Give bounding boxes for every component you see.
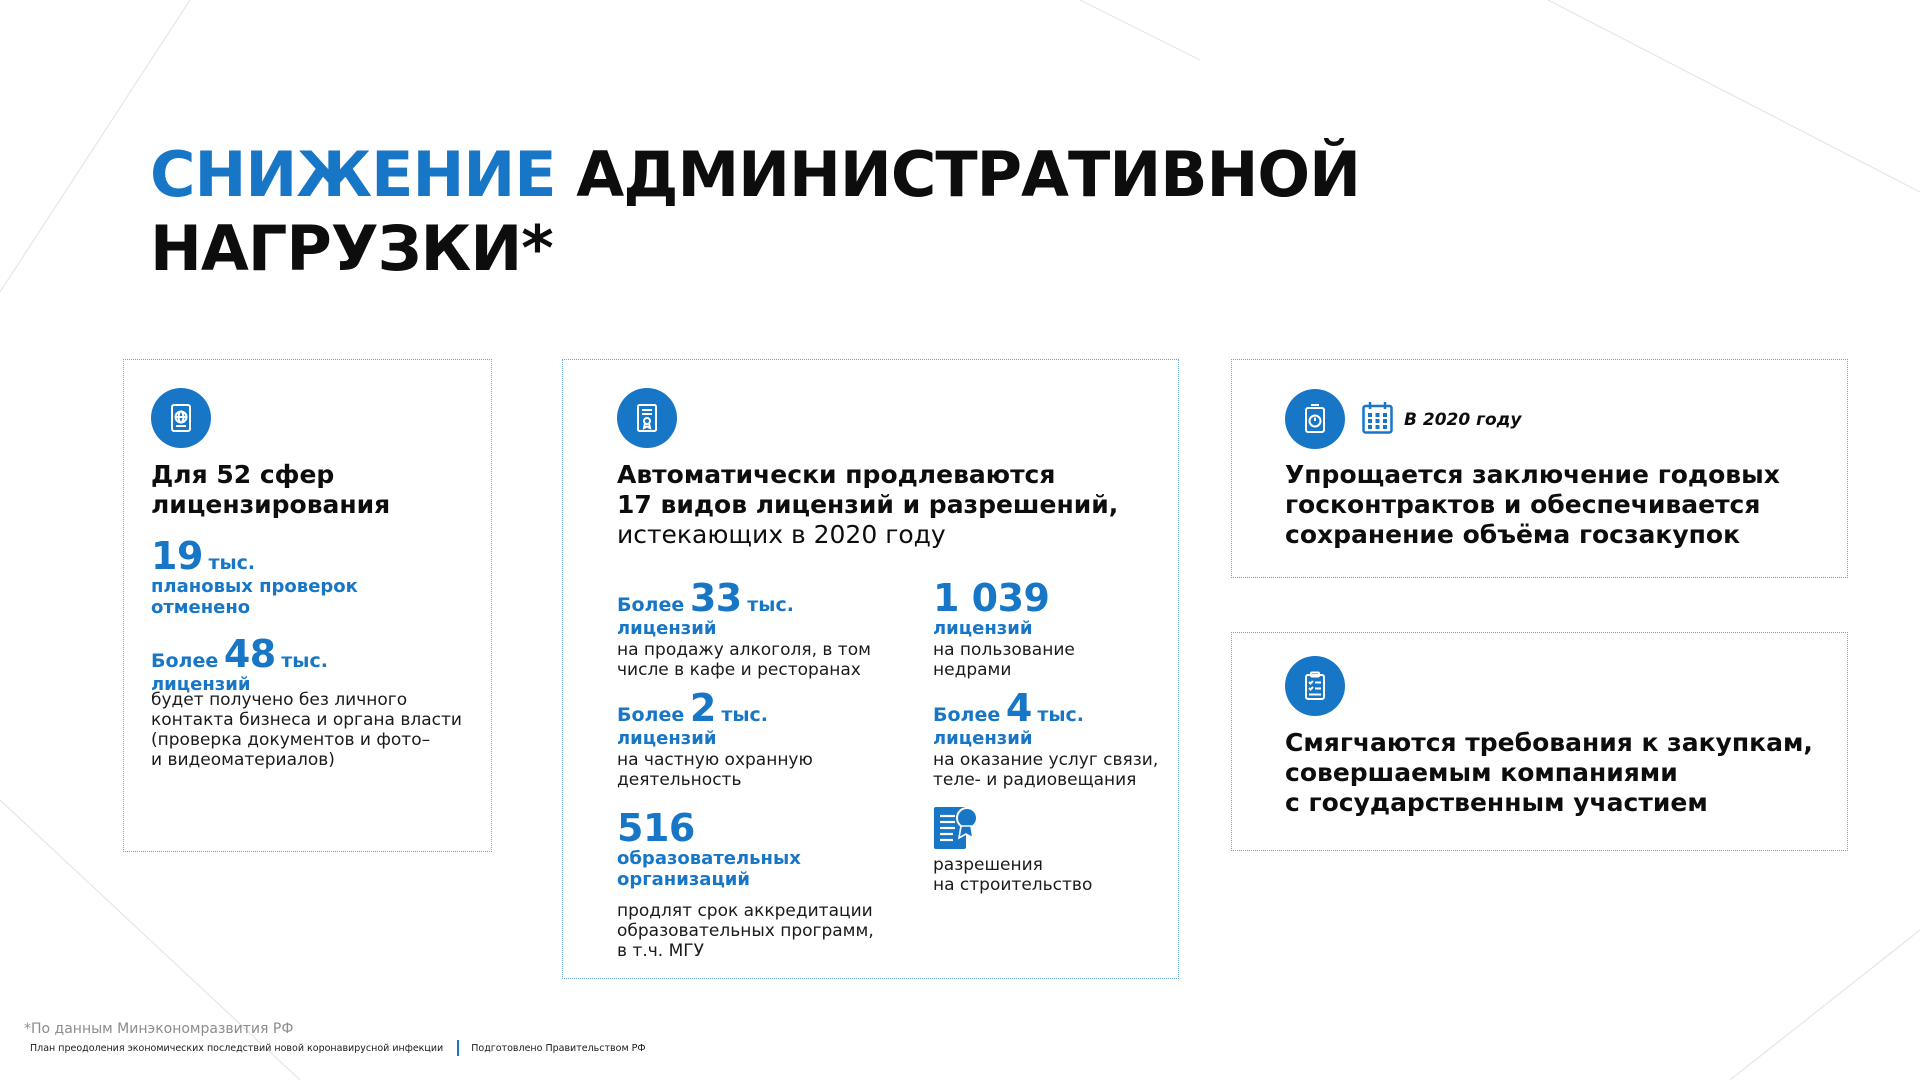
telecom-unit: тыс. xyxy=(1037,704,1085,726)
auto-renewal-heading-line1: Автоматически продлеваются xyxy=(617,460,1056,489)
education-orgs-stat xyxy=(617,808,801,890)
telecom-value: 4 xyxy=(1005,686,1032,730)
desc-line: и видеоматериалов) xyxy=(151,750,335,770)
footer xyxy=(30,1040,646,1056)
alcohol-label: лицензий xyxy=(617,618,717,639)
inspections-value: 19 xyxy=(151,534,203,578)
desc-line: продлят срок аккредитации xyxy=(617,901,873,921)
procurement-line2: госконтрактов и обеспечивается xyxy=(1285,490,1761,519)
procurement-line3: сохранение объёма госзакупок xyxy=(1285,520,1741,549)
desc-line: (проверка документов и фото– xyxy=(151,730,431,750)
requirements-line2: совершаемым компаниями xyxy=(1285,758,1678,787)
licenses-48-prefix: Более xyxy=(151,650,219,672)
subsoil-value: 1 039 xyxy=(933,576,1050,620)
certificate-icon xyxy=(617,388,677,448)
licensing-heading-line1: Для 52 сфер xyxy=(151,460,335,489)
licenses-48-description xyxy=(151,690,462,770)
alcohol-unit: тыс. xyxy=(747,594,794,616)
telecom-prefix: Более xyxy=(933,704,1001,726)
permit-document-icon xyxy=(933,803,979,851)
footnote: *По данным Минэкономразвития РФ xyxy=(24,1021,294,1037)
education-value: 516 xyxy=(617,806,695,850)
alcohol-description xyxy=(617,640,871,680)
procurement-requirements-text xyxy=(1285,728,1813,818)
security-unit: тыс. xyxy=(721,704,769,726)
footer-prepared-by: Подготовлено Правительством РФ xyxy=(471,1042,646,1054)
education-label-1: образовательных xyxy=(617,848,801,869)
desc-line: на строительство xyxy=(933,875,1093,895)
security-description xyxy=(617,750,813,790)
telecom-label: лицензий xyxy=(933,728,1033,749)
licenses-48-stat xyxy=(151,634,328,695)
education-description xyxy=(617,901,874,961)
procurement-contracts-text xyxy=(1285,460,1780,550)
auto-renewal-heading-line3: истекающих в 2020 году xyxy=(617,520,946,549)
inspections-unit: тыс. xyxy=(208,552,256,574)
title-accent: СНИЖЕНИЕ xyxy=(150,138,556,211)
requirements-line3: с государственным участием xyxy=(1285,788,1708,817)
auto-renewal-heading-line2: 17 видов лицензий и разрешений, xyxy=(617,490,1119,519)
calendar-icon xyxy=(1362,401,1393,434)
clipboard-checklist-icon xyxy=(1285,656,1345,716)
year-label: В 2020 году xyxy=(1404,410,1522,430)
alcohol-licenses-stat xyxy=(617,578,794,639)
alcohol-value: 33 xyxy=(689,576,742,620)
procurement-line1: Упрощается заключение годовых xyxy=(1285,460,1780,489)
licenses-48-unit: тыс. xyxy=(281,650,328,672)
desc-line: контакта бизнеса и органа власти xyxy=(151,710,462,730)
desc-line: недрами xyxy=(933,660,1012,680)
title-line2: НАГРУЗКИ* xyxy=(150,212,553,285)
inspections-stat xyxy=(151,536,358,618)
desc-line: на оказание услуг связи, xyxy=(933,750,1159,770)
telecom-licenses-stat xyxy=(933,688,1084,749)
licensing-heading xyxy=(151,460,390,520)
footer-plan-title: План преодоления экономических последствий новой коронавирусной инфекции xyxy=(30,1042,444,1054)
permit-description xyxy=(933,855,1092,895)
requirements-line1: Смягчаются требования к закупкам, xyxy=(1285,728,1813,757)
inspections-label-2: отменено xyxy=(151,597,251,618)
desc-line: на частную охранную xyxy=(617,750,813,770)
page-title xyxy=(150,138,1360,286)
desc-line: теле- и радиовещания xyxy=(933,770,1137,790)
desc-line: на продажу алкоголя, в том xyxy=(617,640,871,660)
licensing-heading-line2: лицензирования xyxy=(151,490,391,519)
footer-divider xyxy=(457,1040,459,1056)
desc-line: в т.ч. МГУ xyxy=(617,941,704,961)
desc-line: деятельность xyxy=(617,770,742,790)
telecom-description xyxy=(933,750,1158,790)
stopwatch-icon xyxy=(1285,389,1345,449)
subsoil-label: лицензий xyxy=(933,618,1033,639)
licenses-48-label: лицензий xyxy=(151,674,251,695)
desc-line: будет получено без личного xyxy=(151,690,408,710)
desc-line: числе в кафе и ресторанах xyxy=(617,660,861,680)
subsoil-licenses-stat xyxy=(933,578,1050,639)
security-licenses-stat xyxy=(617,688,768,749)
subsoil-description xyxy=(933,640,1075,680)
licenses-48-value: 48 xyxy=(223,632,276,676)
alcohol-prefix: Более xyxy=(617,594,685,616)
security-value: 2 xyxy=(689,686,716,730)
title-line1-rest: АДМИНИСТРАТИВНОЙ xyxy=(576,138,1360,211)
desc-line: разрешения xyxy=(933,855,1043,875)
education-label-2: организаций xyxy=(617,869,751,890)
security-label: лицензий xyxy=(617,728,717,749)
desc-line: на пользование xyxy=(933,640,1075,660)
auto-renewal-heading xyxy=(617,460,1118,550)
security-prefix: Более xyxy=(617,704,685,726)
inspections-label-1: плановых проверок xyxy=(151,576,358,597)
passport-icon xyxy=(151,388,211,448)
desc-line: образовательных программ, xyxy=(617,921,874,941)
